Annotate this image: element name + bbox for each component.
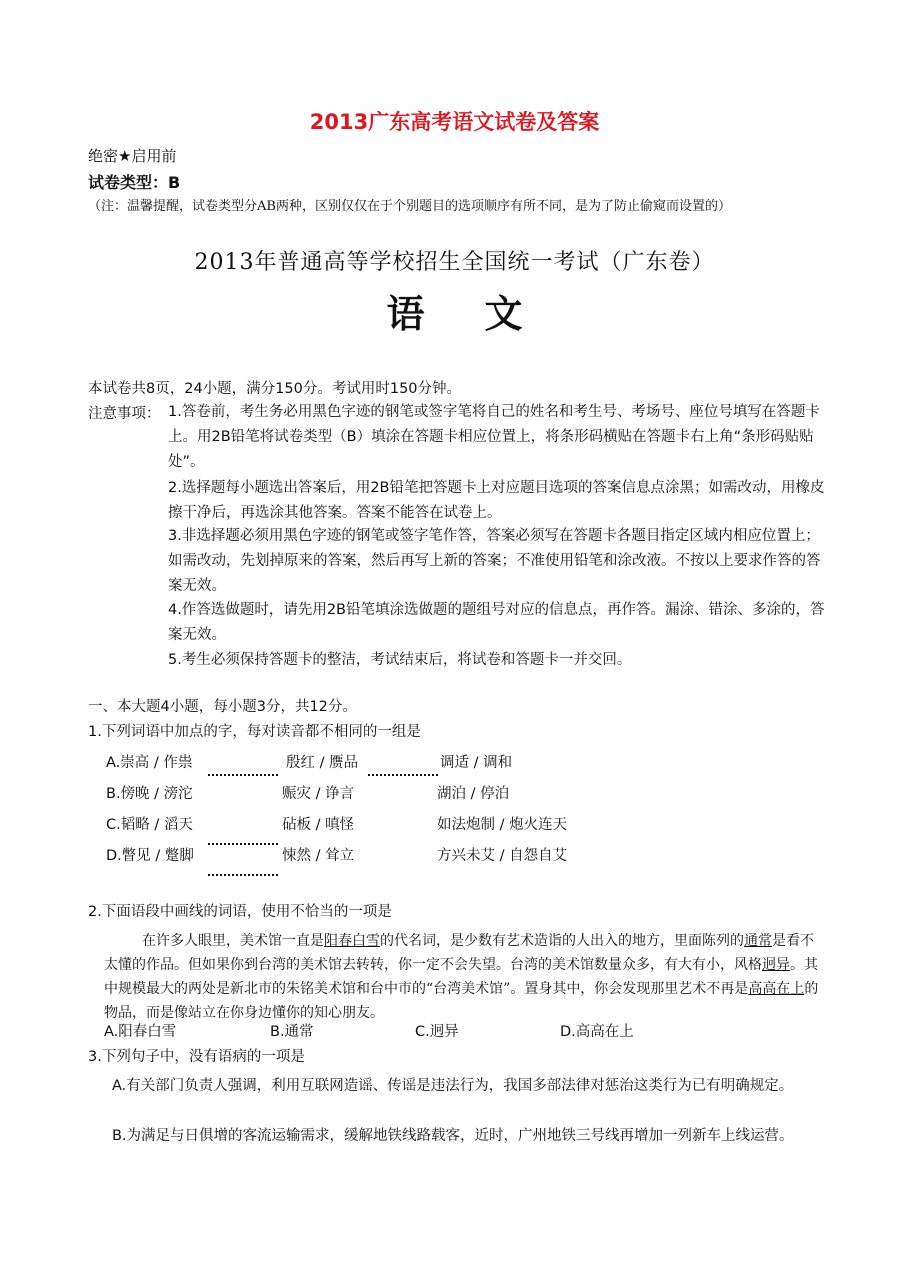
dot-marks (208, 757, 278, 776)
q1-option-d-1: D.瞥见 / 蹩脚 (106, 848, 194, 864)
question-3-stem: 3.下列句子中，没有语病的一项是 (88, 1049, 305, 1065)
q1-option-b-3: 湖泊 / 停泊 (437, 786, 510, 802)
q1-option-a-2: 殷红 / 赝品 (286, 755, 359, 771)
notice-label: 注意事项： (88, 406, 161, 422)
question-2-passage: 在许多人眼里，美术馆一直是阳春白雪的代名词，是少数有艺术造诣的人出入的地方，里面陈列的通常是看不太懂的作品。但如果你到台湾的美术馆去转转，你一定不会失望。台湾的美术馆数量众多，有大有小，风格迥异。其中规模最大的两处是新北市的朱铭美术馆和台中市的“台湾美术馆”。置身其中，你会发现那里艺术不再是高高在上的物品，而是像站立在你身边懂你的知心朋友。 (104, 933, 819, 1021)
q1-option-b-2: 赈灾 / 诤言 (282, 786, 355, 802)
question-2-stem: 2.下面语段中画线的词语，使用不恰当的一项是 (88, 904, 392, 920)
dot-marks (368, 757, 438, 776)
q2-option-d: D.高高在上 (560, 1024, 634, 1040)
notice-item: 4.作答选做题时，请先用2B铅笔填涂选做题的题组号对应的信息点，再作答。漏涂、错涂、多涂的，答案无效。 (168, 602, 825, 643)
q1-option-d-2: 悚然 / 耸立 (282, 848, 355, 864)
q1-option-c-2: 砧板 / 嗔怪 (282, 817, 355, 833)
q2-option-a: A.阳春白雪 (104, 1024, 177, 1040)
q1-option-b-1: B.傍晚 / 滂沱 (106, 786, 193, 802)
q2-option-c: C.迥异 (415, 1024, 459, 1040)
paper-type: 试卷类型：B (88, 173, 181, 192)
question-1-stem: 1.下列词语中加点的字，每对读音都不相同的一组是 (88, 724, 421, 740)
q1-option-a-3: 调适 / 调和 (440, 755, 513, 771)
q1-option-c-1: C.韬略 / 滔天 (106, 817, 193, 833)
q2-option-b: B.通常 (270, 1024, 314, 1040)
q1-option-c-3: 如法炮制 / 炮火连天 (437, 817, 568, 833)
notice-item: 5.考生必须保持答题卡的整洁，考试结束后，将试卷和答题卡一并交回。 (168, 652, 632, 668)
underlined-word: 通常 (744, 933, 772, 949)
notice-item: 1.答卷前，考生务必用黑色字迹的钢笔或签字笔将自己的姓名和考生号、考场号、座位号填写在答题卡上。用2B铅笔将试卷类型（B）填涂在答题卡相应位置上，将条形码横贴在答题卡右上角“条形码贴贴处”。 (168, 404, 820, 470)
underlined-word: 高高在上 (748, 981, 805, 997)
q1-option-a-1: A.崇高 / 作祟 (106, 755, 193, 771)
notice-item: 2.选择题每小题选出答案后，用2B铅笔把答题卡上对应题目选项的答案信息点涂黑；如需改动，用橡皮擦干净后，再选涂其他答案。答案不能答在试卷上。 (168, 480, 825, 521)
underlined-word: 阳春白雪 (324, 933, 380, 949)
subject-title: 语文 (386, 291, 583, 336)
confidential-mark: 绝密★启用前 (88, 147, 177, 165)
document-title: 2013广东高考语文试卷及答案 (309, 110, 600, 134)
exam-title: 2013年普通高等学校招生全国统一考试（广东卷） (194, 250, 715, 275)
notice-item: 3.非选择题必须用黑色字迹的钢笔或签字笔作答，答案必须写在答题卡各题目指定区域内相应位置上；如需改动，先划掉原来的答案，然后再写上新的答案；不准使用铅笔和涂改液。不按以上要求作答的答案无效。 (168, 528, 821, 594)
q1-option-d-3: 方兴未艾 / 自怨自艾 (437, 848, 568, 864)
dot-marks (208, 826, 278, 845)
q3-option-a: A.有关部门负责人强调，利用互联网造谣、传谣是违法行为，我国多部法律对惩治这类行为已有明确规定。 (112, 1078, 794, 1094)
exam-intro: 本试卷共8页，24小题，满分150分。考试用时150分钟。 (88, 381, 462, 397)
dot-marks (208, 857, 278, 876)
q3-option-b: B.为满足与日俱增的客流运输需求，缓解地铁线路载客，近时，广州地铁三号线再增加一列新车上线运营。 (112, 1128, 794, 1144)
paper-type-note: （注：温馨提醒，试卷类型分AB两种，区别仅仅在于个别题目的选项顺序有所不同，是为了防止偷窥而设置的） (88, 199, 731, 214)
underlined-word: 迥异 (762, 957, 790, 973)
section-heading: 一、本大题4小题，每小题3分，共12分。 (88, 699, 357, 715)
